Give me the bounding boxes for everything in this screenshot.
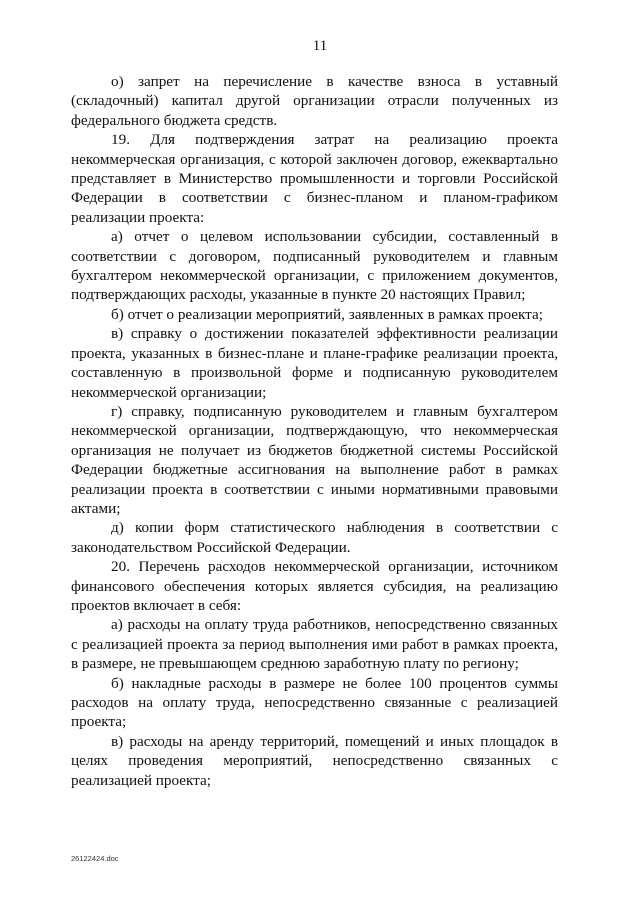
paragraph-19-b: б) отчет о реализации мероприятий, заявленных в рамках проекта; [111,305,543,323]
paragraph-o-clause: о) запрет на перечисление в качестве взноса в уставный (складочный) капитал другой организации отрасли полученных из федерального бюджета средств. [71,73,558,129]
paragraph-20-v: в) расходы на аренду территорий, помещений и иных площадок в целях проведения мероприятий, непосредственно связанных с реализацией проекта; [71,732,558,789]
page-number: 11 [312,38,328,54]
paragraph-19-d: д) копии форм статистического наблюдения в соответствии с законодательством Российской Федерации. [71,519,558,556]
paragraph-19-v: в) справку о достижении показателей эффективности реализации проекта, указанных в бизнес-плане и плане-графике реализации проекта, составленную в произвольной форме и подписанную руководителем некоммерческой организации; [71,325,558,401]
paragraph-19-g: г) справку, подписанную руководителем и главным бухгалтером некоммерческой организации, подтверждающую, что некоммерческая организация не получает из бюджетов бюджетной системы Российской Федерации бюджетные ассигнования на выполнение работ в рамках реализации проекта в соответствии с иными нормативными правовыми актами; [71,402,558,517]
paragraph-20-b: б) накладные расходы в размере не более 100 процентов суммы расходов на оплату труда, непосредственно связанные с реализацией проекта; [71,674,558,731]
paragraph-20: 20. Перечень расходов некоммерческой организации, источником финансового обеспечения которых является субсидия, на реализацию проектов включает в себя: [71,558,558,614]
document-file-code: 26122424.doc [71,854,119,863]
paragraph-20-a: а) расходы на оплату труда работников, непосредственно связанных с реализацией проекта за период выполнения ими работ в рамках проекта, в размере, не превышающем среднюю заработную плату по региону; [71,616,558,673]
document-body [71,72,558,790]
paragraph-19-a: а) отчет о целевом использовании субсидии, составленный в соответствии с договором, подписанный руководителем и главным бухгалтером некоммерческой организации, с приложением документов, подтверждающих расходы, указанные в пункте 20 настоящих Правил; [71,228,558,304]
paragraph-19: 19. Для подтверждения затрат на реализацию проекта некоммерческая организация, с которой заключен договор, ежеквартально представляет в Министерство промышленности и торговли Российской Федерации в соответствии с бизнес-планом и планом-графиком реализации проекта: [71,131,558,226]
